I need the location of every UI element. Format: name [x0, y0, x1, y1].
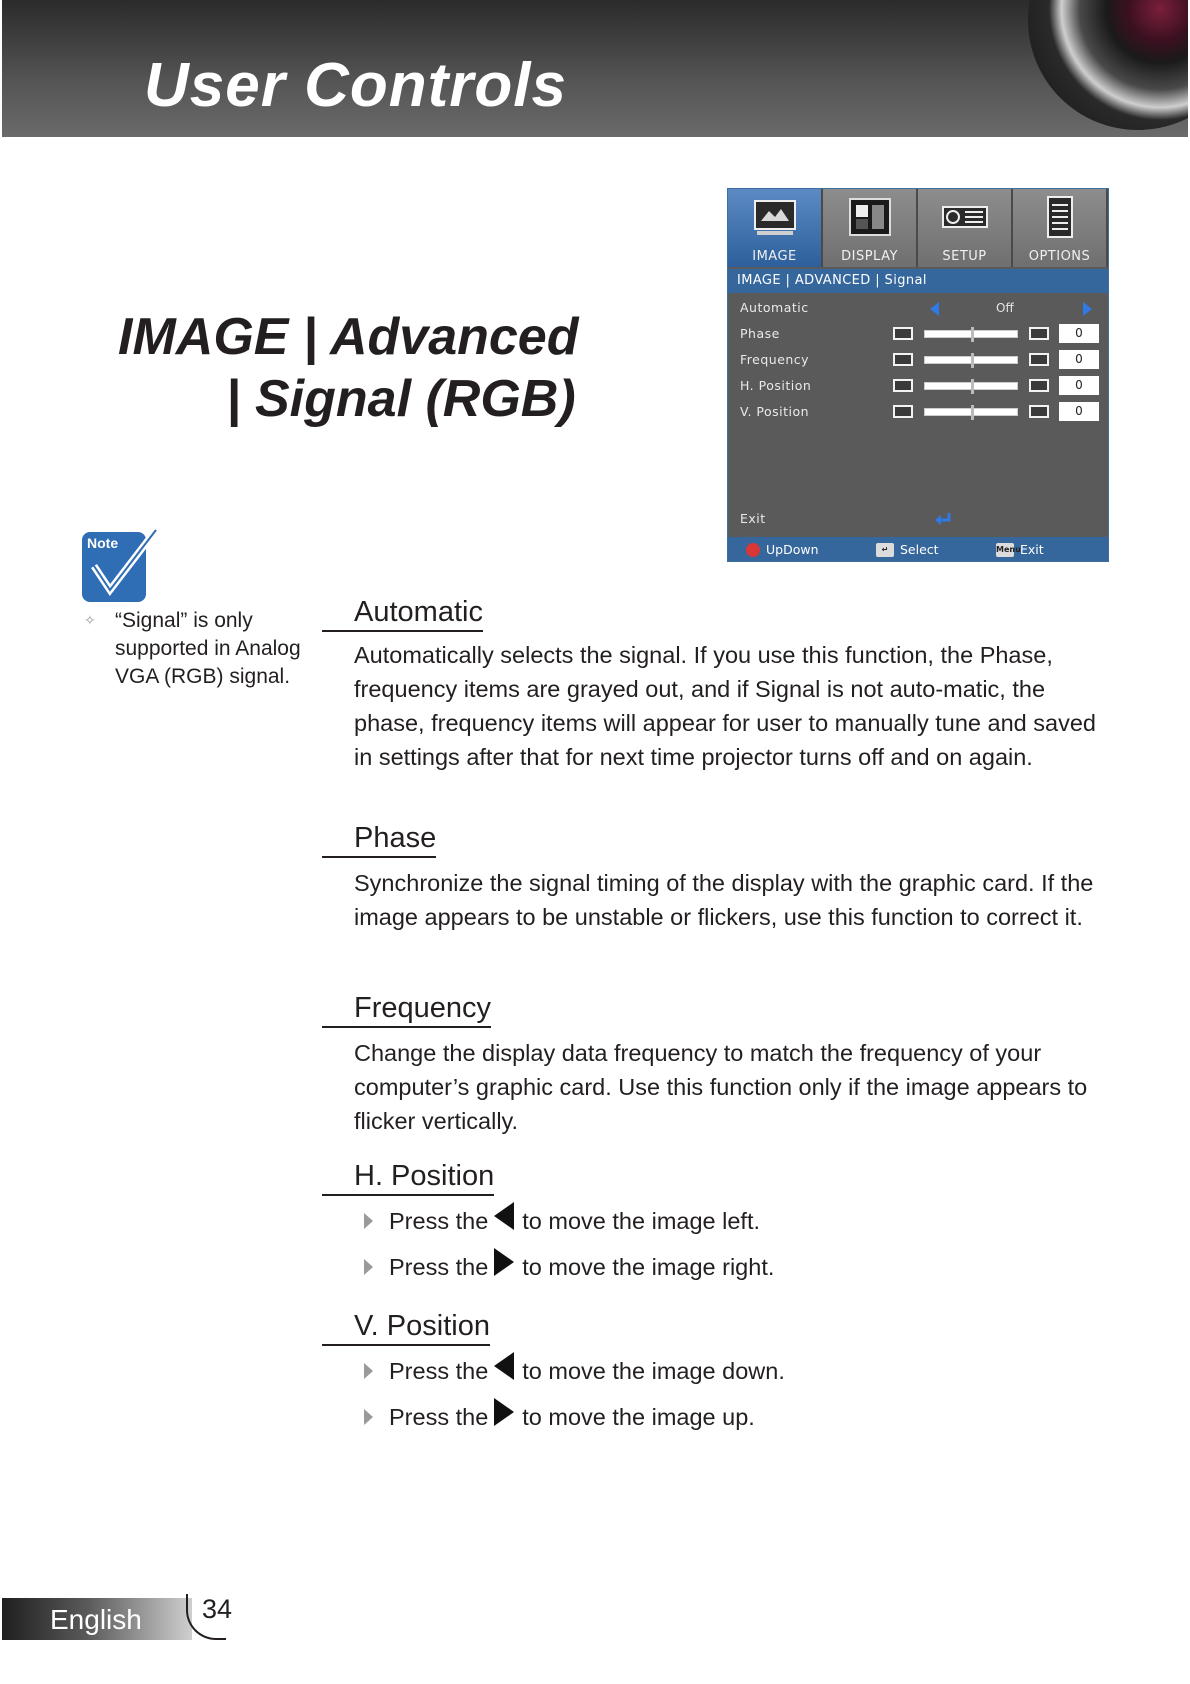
tab-options[interactable]	[1013, 189, 1108, 267]
osd-tabs	[728, 189, 1108, 267]
note-text: “Signal” is only supported in Analog VGA (RGB) signal.	[115, 609, 301, 688]
h-position-slider[interactable]	[924, 382, 1018, 390]
osd-row-automatic[interactable]	[728, 297, 1108, 319]
v-position-value: 0	[1059, 402, 1099, 421]
tab-display[interactable]	[823, 189, 918, 267]
footer-exit-label: Exit	[1020, 542, 1044, 557]
osd-row-v-position[interactable]	[728, 401, 1108, 423]
page-header	[2, 0, 1188, 137]
frequency-slider-knob[interactable]	[971, 353, 974, 368]
left-key-icon	[494, 1352, 514, 1380]
footer-select	[876, 542, 939, 557]
enter-icon[interactable]	[934, 511, 952, 527]
h-position-label: H. Position	[740, 378, 812, 393]
tab-display-label: DISPLAY	[841, 249, 898, 264]
v-position-heading: V. Position	[322, 1310, 490, 1346]
h-position-right-text: to move the image right.	[522, 1253, 775, 1280]
h-position-heading: H. Position	[322, 1160, 494, 1196]
phase-label: Phase	[740, 326, 780, 341]
tab-setup[interactable]	[918, 189, 1013, 267]
arrow-right-icon[interactable]	[1083, 302, 1092, 316]
enter-key-icon: ↵	[876, 543, 894, 557]
frequency-label: Frequency	[740, 352, 810, 367]
v-position-slider[interactable]	[924, 408, 1018, 416]
bullet-arrow-icon	[364, 1213, 373, 1229]
bullet-arrow-icon	[364, 1409, 373, 1425]
osd-footer	[728, 537, 1108, 561]
right-key-icon	[494, 1248, 514, 1276]
note-badge-text: Note	[87, 535, 119, 551]
lens-graphic	[1028, 0, 1188, 130]
tab-image[interactable]	[728, 189, 823, 267]
phase-decrease-icon[interactable]	[893, 327, 913, 340]
h-position-slider-knob[interactable]	[971, 379, 974, 394]
automatic-label: Automatic	[740, 300, 809, 315]
setup-tab-icon	[941, 195, 989, 239]
tab-image-label: IMAGE	[752, 249, 797, 264]
h-position-left-icon[interactable]	[893, 379, 913, 392]
press-the-text: Press the	[389, 1357, 489, 1384]
v-position-label: V. Position	[740, 404, 810, 419]
osd-row-phase[interactable]	[728, 323, 1108, 345]
h-position-left-line	[364, 1204, 760, 1238]
v-position-up-text: to move the image up.	[522, 1403, 755, 1430]
options-tab-icon	[1036, 195, 1084, 239]
h-position-value: 0	[1059, 376, 1099, 395]
phase-body: Synchronize the signal timing of the display with the graphic card. If the image appears to be unstable or flickers, use this function to correct it.	[354, 870, 1094, 930]
arrow-left-icon[interactable]	[930, 302, 939, 316]
image-tab-icon	[751, 195, 799, 239]
frequency-decrease-icon[interactable]	[893, 353, 913, 366]
frequency-slider[interactable]	[924, 356, 1018, 364]
osd-row-frequency[interactable]	[728, 349, 1108, 371]
note-icon	[80, 526, 160, 606]
phase-heading: Phase	[322, 822, 436, 858]
footer-language: English	[50, 1604, 142, 1635]
section-title	[118, 306, 588, 430]
section-title-line2: | Signal (RGB)	[226, 370, 576, 428]
footer-updown-label: UpDown	[766, 542, 819, 557]
v-position-down-icon[interactable]	[893, 405, 913, 418]
press-the-text: Press the	[389, 1403, 489, 1430]
header-title: User Controls	[144, 51, 567, 120]
automatic-body: Automatically selects the signal. If you use this function, the Phase, frequency items are grayed out, and if Signal is not auto-matic, the phase, frequency items will appear for user to manually tune and saved in settings after that for next time projector turns off and on again.	[354, 642, 1096, 770]
phase-slider[interactable]	[924, 330, 1018, 338]
right-key-icon	[494, 1398, 514, 1426]
press-the-text: Press the	[389, 1253, 489, 1280]
v-position-up-line	[364, 1400, 755, 1434]
h-position-right-line	[364, 1250, 774, 1284]
h-position-left-text: to move the image left.	[522, 1207, 761, 1234]
v-position-up-icon[interactable]	[1029, 405, 1049, 418]
page-number: 34	[202, 1594, 233, 1624]
footer-updown	[746, 542, 819, 557]
tab-setup-label: SETUP	[942, 249, 987, 264]
section-title-line1: IMAGE | Advanced	[118, 308, 579, 366]
bullet-arrow-icon	[364, 1363, 373, 1379]
phase-value: 0	[1059, 324, 1099, 343]
osd-breadcrumb: IMAGE | ADVANCED | Signal	[728, 269, 1108, 293]
frequency-increase-icon[interactable]	[1029, 353, 1049, 366]
frequency-value: 0	[1059, 350, 1099, 369]
updown-key-icon	[746, 543, 760, 557]
v-position-down-text: to move the image down.	[522, 1357, 785, 1384]
osd-exit-label[interactable]: Exit	[740, 511, 766, 526]
tab-options-label: OPTIONS	[1028, 249, 1091, 264]
v-position-slider-knob[interactable]	[971, 405, 974, 420]
osd-row-h-position[interactable]	[728, 375, 1108, 397]
v-position-down-line	[364, 1354, 785, 1388]
phase-increase-icon[interactable]	[1029, 327, 1049, 340]
h-position-right-icon[interactable]	[1029, 379, 1049, 392]
left-key-icon	[494, 1202, 514, 1230]
frequency-body: Change the display data frequency to match the frequency of your computer’s graphic card. Use this function only if the image appears to flicker vertically.	[354, 1040, 1088, 1134]
automatic-value: Off	[996, 301, 1014, 315]
press-the-text: Press the	[389, 1207, 489, 1234]
osd-menu	[727, 188, 1109, 562]
phase-slider-knob[interactable]	[971, 327, 974, 342]
menu-key-icon: Menu	[996, 543, 1014, 557]
automatic-heading: Automatic	[322, 596, 483, 632]
display-tab-icon	[846, 195, 894, 239]
note-bullet-icon: ✧	[84, 612, 96, 628]
bullet-arrow-icon	[364, 1259, 373, 1275]
footer-exit	[996, 542, 1044, 557]
frequency-heading: Frequency	[322, 992, 491, 1028]
footer-select-label: Select	[900, 542, 939, 557]
